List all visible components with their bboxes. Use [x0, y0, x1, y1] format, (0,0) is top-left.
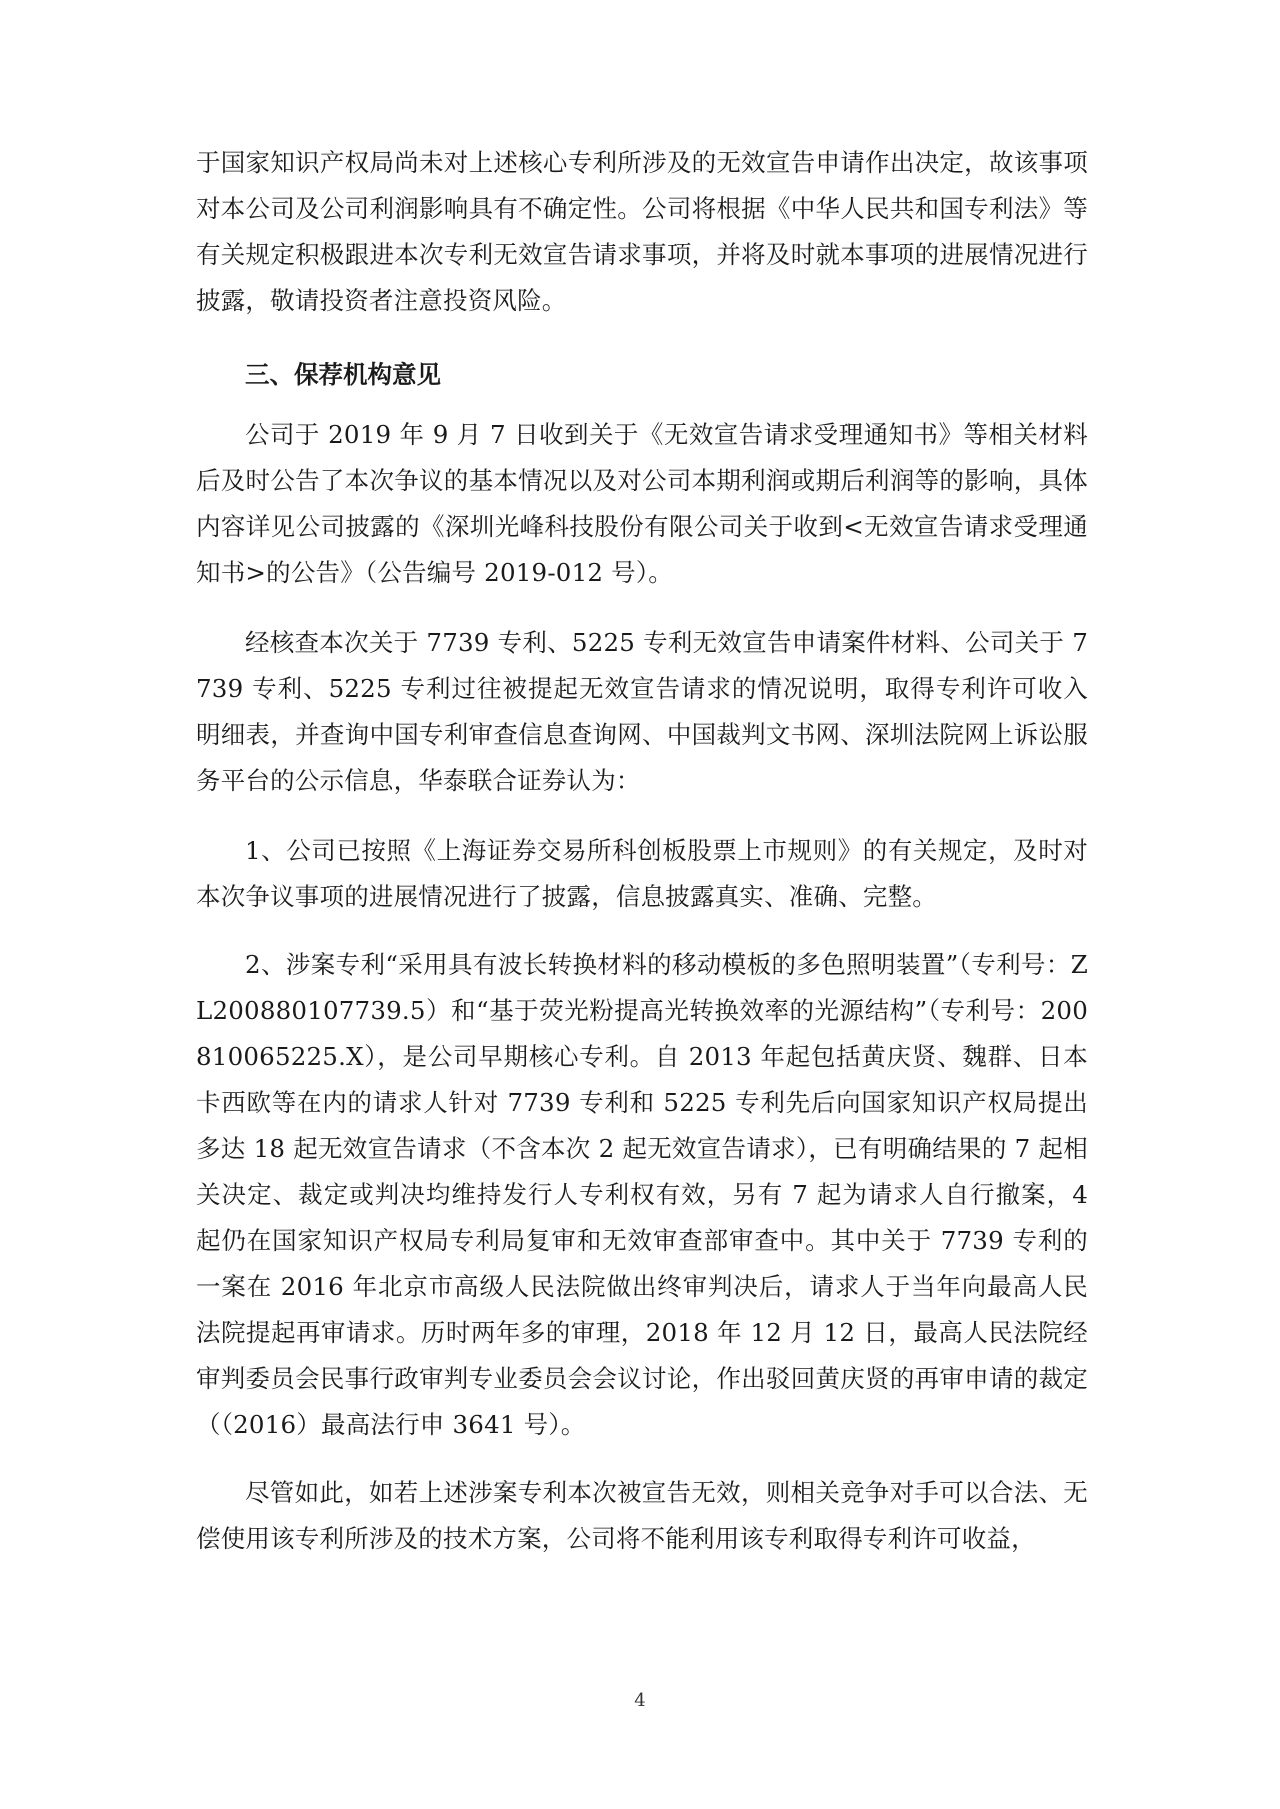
paragraph-continued: 于国家知识产权局尚未对上述核心专利所涉及的无效宣告申请作出决定，故该事项对本公司及公司利润影响具有不确定性。公司将根据《中华人民共和国专利法》等有关规定积极跟进本次专利无效宣告请求事项，并将及时就本事项的进展情况进行披露，敬请投资者注意投资风险。 — [196, 148, 1088, 315]
paragraph-point-2: 2、涉案专利“采用具有波长转换材料的移动模板的多色照明装置”（专利号：ZL200880107739.5）和“基于荧光粉提高光转换效率的光源结构”（专利号：200810065225.X），是公司早期核心专利。自 2013 年起包括黄庆贤、魏群、日本卡西欧等在内的请求人针对 7739 专利和 5225 专利先后向国家知识产权局提出多达 18 起无效宣告请求（不含本次 2 起无效宣告请求），已有明确结果的 7 起相关决定、裁定或判决均维持发行人专利权有效，另有 7 起为请求人自行撤案，4 起仍在国家知识产权局专利局复审和无效审查部审查中。其中关于 7739 专利的一案在 2016 年北京市高级人民法院做出终审判决后，请求人于当年向最高人民法院提起再审请求。历时两年多的审理，2018 年 12 月 12 日，最高人民法院经审判委员会民事行政审判专业委员会会议讨论，作出驳回黄庆贤的再审申请的裁定（（2016）最高法行申 3641 号）。 — [196, 950, 1088, 1439]
paragraph-verification: 经核查本次关于 7739 专利、5225 专利无效宣告申请案件材料、公司关于 7739 专利、5225 专利过往被提起无效宣告请求的情况说明，取得专利许可收入明细表，并查询中国专利审查信息查询网、中国裁判文书网、深圳法院网上诉讼服务平台的公示信息，华泰联合证券认为： — [196, 628, 1088, 795]
document-body — [196, 140, 1088, 1562]
section-heading-sponsor-opinion: 三、保荐机构意见 — [245, 360, 441, 389]
page-number: 4 — [634, 1690, 646, 1711]
paragraph-receipt-notice: 公司于 2019 年 9 月 7 日收到关于《无效宣告请求受理通知书》等相关材料后及时公告了本次争议的基本情况以及对公司本期利润或期后利润等的影响，具体内容详见公司披露的《深圳光峰科技股份有限公司关于收到<无效宣告请求受理通知书>的公告》（公告编号 2019-012 号）。 — [196, 420, 1088, 587]
paragraph-risk: 尽管如此，如若上述涉案专利本次被宣告无效，则相关竞争对手可以合法、无偿使用该专利所涉及的技术方案，公司将不能利用该专利取得专利许可收益， — [196, 1478, 1088, 1553]
paragraph-point-1: 1、公司已按照《上海证券交易所科创板股票上市规则》的有关规定，及时对本次争议事项的进展情况进行了披露，信息披露真实、准确、完整。 — [196, 836, 1088, 911]
